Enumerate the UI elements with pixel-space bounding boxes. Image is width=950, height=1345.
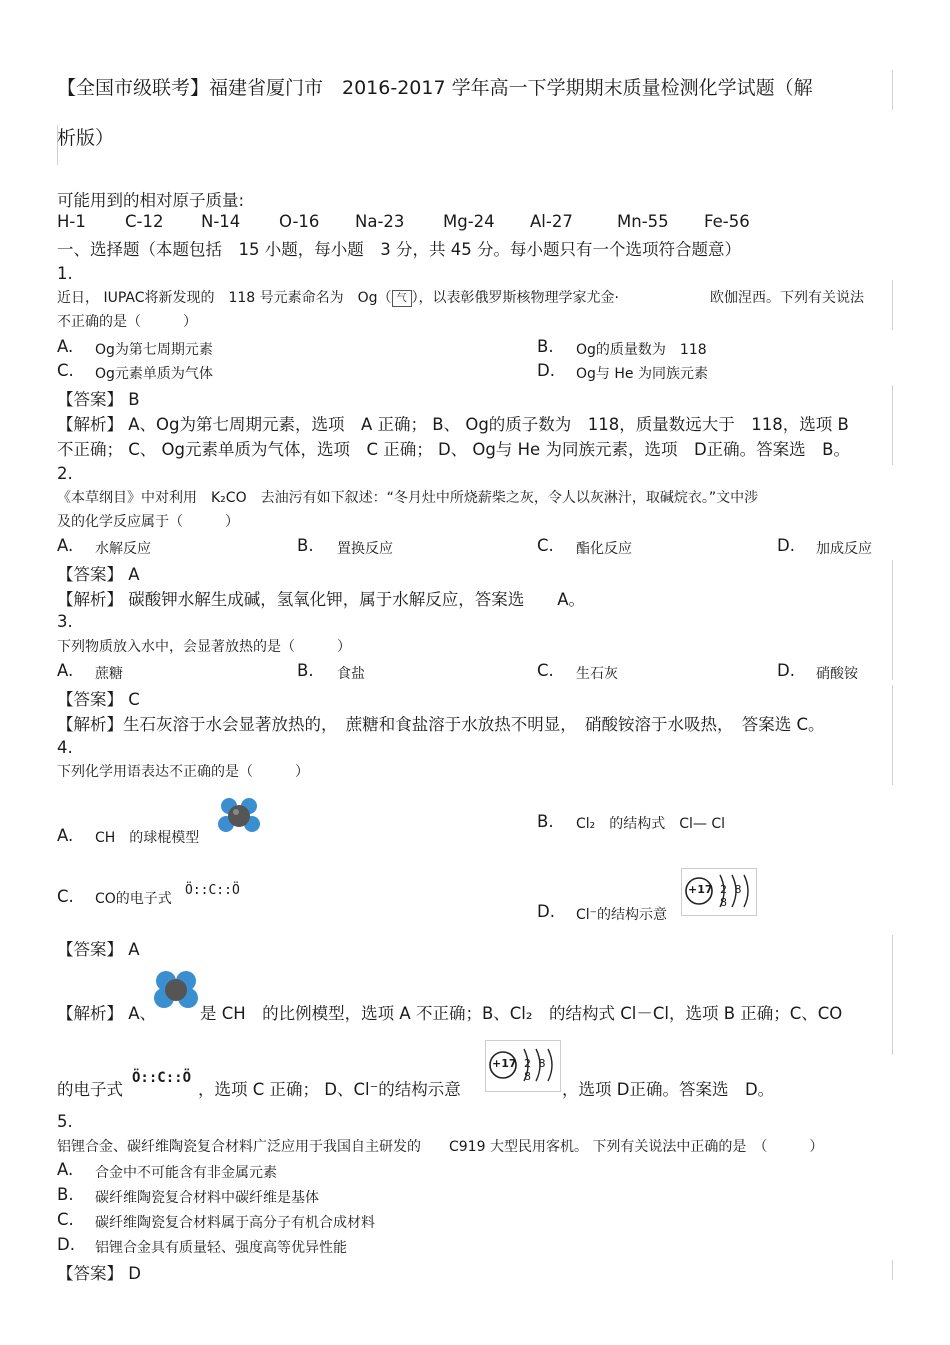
analysis-text: 【解析】生石灰溶于水会显著放热的， 蔗糖和食盐溶于水放热不明显， 硝酸铵溶于水吸热， 答案选 C。 bbox=[57, 715, 825, 734]
og-element-icon: 气 bbox=[392, 290, 412, 307]
doc-title-line2: 析版） bbox=[57, 127, 115, 149]
electron-shells: 2 8 8 bbox=[524, 1057, 548, 1083]
option-letter: C. bbox=[57, 1210, 74, 1229]
option-letter: A. bbox=[57, 536, 74, 555]
option-text: Og的质量数为 118 bbox=[576, 342, 707, 358]
analysis-text: 是 CH 的比例模型，选项 A 不正确；B、Cl₂ 的结构式 Cl－Cl，选项 B 正确；C、CO bbox=[200, 1004, 843, 1023]
option-text: CO的电子式 bbox=[95, 891, 172, 907]
right-border-line bbox=[892, 1260, 893, 1280]
option-text: Og与 He 为同族元素 bbox=[576, 366, 708, 382]
option-letter: A. bbox=[57, 337, 74, 356]
answer-label: 【答案】 C bbox=[57, 690, 140, 709]
option-letter: C. bbox=[537, 661, 554, 680]
option-letter: A. bbox=[57, 661, 74, 680]
mass-item: Mn-55 bbox=[617, 212, 669, 231]
q3-stem: 下列物质放入水中，会显著放热的是（ ） bbox=[57, 639, 351, 655]
masses-intro: 可能用到的相对原子质量: bbox=[57, 191, 245, 210]
option-text: 碳纤维陶瓷复合材料属于高分子有机合成材料 bbox=[95, 1215, 375, 1231]
option-text: 置换反应 bbox=[337, 541, 393, 557]
option-letter: B. bbox=[297, 536, 314, 555]
option-text: Og元素单质为气体 bbox=[95, 366, 213, 382]
analysis-text: 的电子式 bbox=[57, 1080, 123, 1099]
option-text: 食盐 bbox=[337, 666, 365, 682]
right-border-line bbox=[892, 935, 893, 1055]
option-letter: B. bbox=[537, 337, 554, 356]
right-border-line bbox=[892, 70, 893, 110]
analysis-text: 【解析】 碳酸钾水解生成碱，氢氧化钾，属于水解反应，答案选 A。 bbox=[57, 590, 586, 609]
right-border-line bbox=[892, 560, 893, 680]
q1-stem-part: 近日， IUPAC将新发现的 118 号元素命名为 Og（ bbox=[57, 290, 392, 306]
mass-item: C-12 bbox=[125, 212, 164, 231]
q5-stem: 铝锂合金、碳纤维陶瓷复合材料广泛应用于我国自主研发的 C919 大型民用客机。 下列有关说法中正确的是 （ ） bbox=[57, 1139, 824, 1155]
mass-item: Mg-24 bbox=[443, 212, 495, 231]
doc-title-line1: 【全国市级联考】福建省厦门市 2016-2017 学年高一下学期期末质量检测化学试题（解 bbox=[57, 77, 813, 99]
option-text: Cl₂ 的结构式 Cl— Cl bbox=[576, 816, 726, 832]
option-letter: B. bbox=[57, 1185, 74, 1204]
q1-stem-line2: 不正确的是（ ） bbox=[57, 314, 197, 330]
option-text: Cl⁻的结构示意 bbox=[576, 907, 668, 923]
section-heading: 一、选择题（本题包括 15 小题，每小题 3 分，共 45 分。每小题只有一个选项符合题意） bbox=[57, 240, 741, 259]
option-text: 碳纤维陶瓷复合材料中碳纤维是基体 bbox=[95, 1190, 319, 1206]
option-text: 铝锂合金具有质量轻、强度高等优异性能 bbox=[95, 1240, 347, 1256]
analysis-text: 【解析】 A、Og为第七周期元素，选项 A 正确； B、 Og的质子数为 118，质量数远大于 118，选项 B bbox=[57, 415, 849, 434]
option-text: 合金中不可能含有非金属元素 bbox=[95, 1165, 277, 1181]
option-letter: D. bbox=[537, 902, 555, 921]
analysis-text: ，选项 C 正确； D、Cl⁻的结构示意 bbox=[198, 1080, 461, 1099]
option-letter: D. bbox=[777, 536, 795, 555]
q1-stem bbox=[57, 287, 619, 307]
ball-stick-model-icon bbox=[214, 794, 264, 838]
mass-item: O-16 bbox=[279, 212, 320, 231]
nucleus-charge: +17 bbox=[492, 1057, 517, 1070]
option-letter: C. bbox=[57, 361, 74, 380]
option-letter: A. bbox=[57, 826, 74, 845]
atom-structure-diagram bbox=[681, 868, 757, 916]
analysis-text: ，选项 D正确。答案选 D。 bbox=[562, 1080, 775, 1099]
option-text: 生石灰 bbox=[576, 666, 618, 682]
option-letter: B. bbox=[297, 661, 314, 680]
q1-stem-part: ），以表彰俄罗斯核物理学家尤金· bbox=[411, 290, 620, 306]
option-text: CH 的球棍模型 bbox=[95, 830, 200, 846]
option-letter: B. bbox=[537, 812, 554, 831]
question-number: 2. bbox=[57, 464, 73, 483]
q4-stem: 下列化学用语表达不正确的是（ ） bbox=[57, 764, 309, 780]
q2-stem: 《本草纲目》中对利用 K₂CO 去油污有如下叙述：“冬月灶中所烧薪柴之灰，令人以灰淋汁，取碱烷衣。”文中涉 bbox=[57, 490, 759, 506]
question-number: 1. bbox=[57, 264, 73, 283]
mass-item: Fe-56 bbox=[704, 212, 750, 231]
option-text: 加成反应 bbox=[816, 541, 872, 557]
answer-label: 【答案】 A bbox=[57, 565, 140, 584]
answer-label: 【答案】 A bbox=[57, 940, 140, 959]
electron-formula: Ö::C::Ö bbox=[185, 883, 240, 898]
option-text: 蔗糖 bbox=[95, 666, 123, 682]
option-text: 硝酸铵 bbox=[816, 666, 858, 682]
answer-label: 【答案】 B bbox=[57, 390, 140, 409]
option-letter: D. bbox=[777, 661, 795, 680]
option-text: Og为第七周期元素 bbox=[95, 342, 213, 358]
question-number: 4. bbox=[57, 738, 73, 757]
analysis-text: 【解析】 A、 bbox=[57, 1004, 157, 1023]
mass-item: H-1 bbox=[57, 212, 86, 231]
mass-item: Al-27 bbox=[530, 212, 573, 231]
question-number: 3. bbox=[57, 612, 73, 631]
nucleus-charge: +17 bbox=[688, 883, 713, 896]
atom-structure-diagram bbox=[485, 1040, 561, 1092]
option-text: 水解反应 bbox=[95, 541, 151, 557]
space-filling-model-icon bbox=[152, 968, 200, 1012]
option-text: 酯化反应 bbox=[576, 541, 632, 557]
electron-shells: 2 8 8 bbox=[720, 883, 744, 909]
right-border-line bbox=[892, 685, 893, 785]
mass-item: Na-23 bbox=[355, 212, 405, 231]
q2-stem-line2: 及的化学反应属于（ ） bbox=[57, 514, 239, 530]
option-letter: C. bbox=[537, 536, 554, 555]
option-letter: A. bbox=[57, 1160, 74, 1179]
right-border-line bbox=[892, 280, 893, 330]
right-border-line bbox=[892, 385, 893, 465]
option-letter: D. bbox=[537, 361, 555, 380]
electron-formula: Ö::C::Ö bbox=[132, 1070, 192, 1086]
option-letter: C. bbox=[57, 887, 74, 906]
q1-stem-part: 欧伽涅西。下列有关说法 bbox=[710, 290, 864, 306]
option-letter: D. bbox=[57, 1235, 75, 1254]
analysis-text: 不正确； C、 Og元素单质为气体，选项 C 正确； D、 Og与 He 为同族元素，选项 D正确。答案选 B。 bbox=[57, 440, 850, 459]
mass-item: N-14 bbox=[201, 212, 241, 231]
answer-label: 【答案】 D bbox=[57, 1264, 141, 1283]
question-number: 5. bbox=[57, 1112, 73, 1131]
